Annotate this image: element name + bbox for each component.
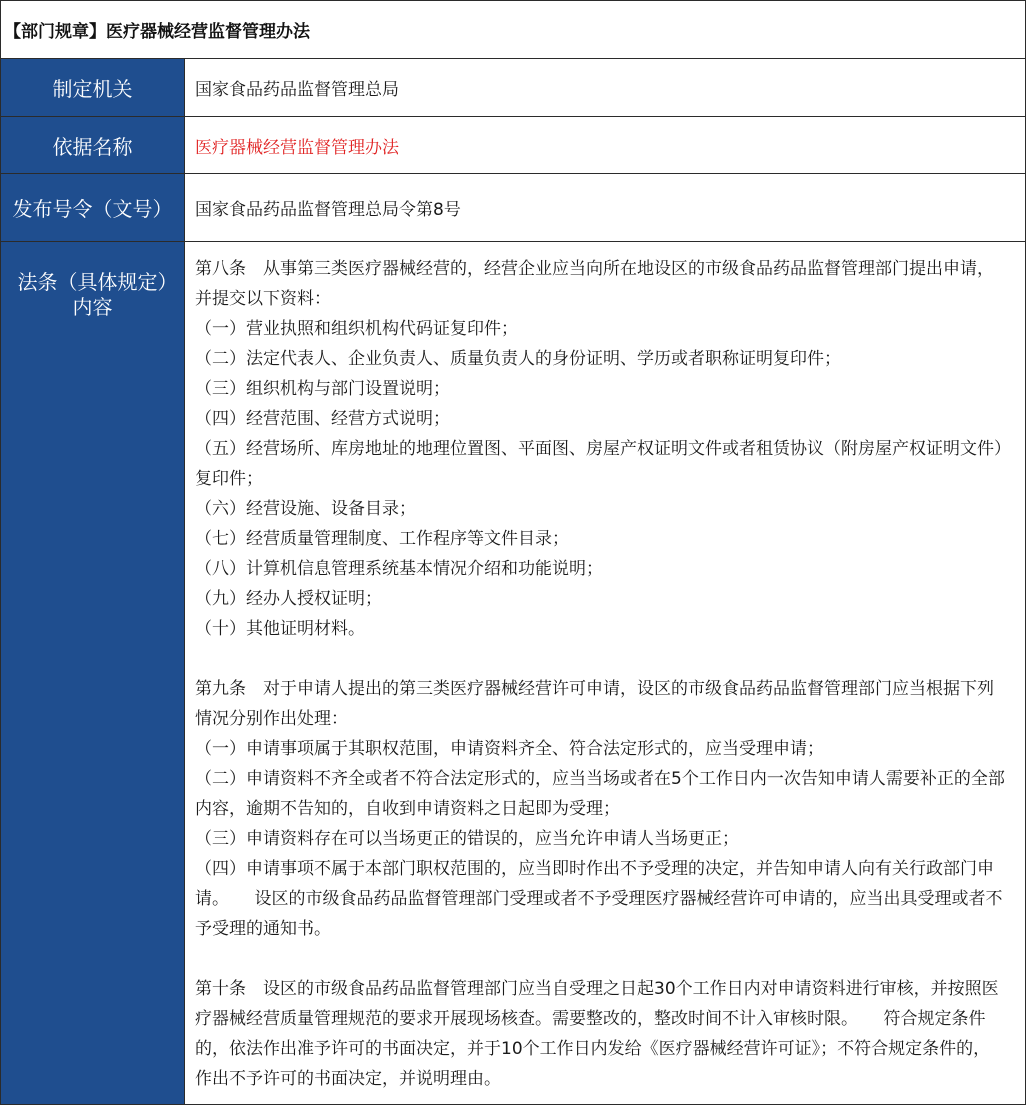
order-value: 国家食品药品监督管理总局令第8号 — [195, 200, 461, 220]
basis-label: 依据名称 — [1, 117, 185, 173]
authority-value: 国家食品药品监督管理总局 — [195, 80, 399, 100]
row-content — [1, 242, 1025, 1104]
content-body — [186, 242, 1025, 1104]
row-authority — [1, 59, 1025, 117]
article-10: 第十条 设区的市级食品药品监督管理部门应当自受理之日起30个工作日内对申请资料进行审核，并按照医疗器械经营质量管理规范的要求开展现场核查。需要整改的，整改时间不计入审核时限。 符合规定条件的，依法作出准予许可的书面决定，并于10个工作日内发给《医疗器械经营许可证》；不符合规定条件的，作出不予许可的书面决定，并说明理由。 — [195, 979, 999, 1089]
order-label: 发布号令（文号） — [1, 174, 185, 241]
row-basis — [1, 117, 1025, 174]
article-8: 第八条 从事第三类医疗器械经营的，经营企业应当向所在地设区的市级食品药品监督管理部门提出申请，并提交以下资料： （一）营业执照和组织机构代码证复印件； （二）法定代表人、企业负责人、质量负责人的身份证明、学历或者职称证明复印件； （三）组织机构与部门设置说明； （四）经营范围、经营方式说明； （五）经营场所、库房地址的地理位置图、平面图、房屋产权证明文件或者租赁协议（附房屋产权证明文件）复印件； （六）经营设施、设备目录； （七）经营质量管理制度、工作程序等文件目录； （八）计算机信息管理系统基本情况介绍和功能说明； （九）经办人授权证明； （十）其他证明材料。 — [195, 259, 1003, 639]
content-label: 法条（具体规定）内容 — [1, 242, 185, 1104]
row-order — [1, 174, 1025, 242]
authority-label: 制定机关 — [1, 59, 185, 116]
article-9: 第九条 对于申请人提出的第三类医疗器械经营许可申请，设区的市级食品药品监督管理部门应当根据下列情况分别作出处理： （一）申请事项属于其职权范围，申请资料齐全、符合法定形式的，应当受理申请； （二）申请资料不齐全或者不符合法定形式的，应当当场或者在5个工作日内一次告知申请人需要补正的全部内容，逾期不告知的，自收到申请资料之日起即为受理； （三）申请资料存在可以当场更正的错误的，应当允许申请人当场更正； （四）申请事项不属于本部门职权范围的，应当即时作出不予受理的决定，并告知申请人向有关行政部门申请。 设区的市级食品药品监督管理部门受理或者不予受理医疗器械经营许可申请的，应当出具受理或者不予受理的通知书。 — [195, 679, 1005, 939]
basis-link[interactable]: 医疗器械经营监督管理办法 — [195, 137, 399, 158]
document-title: 【部门规章】医疗器械经营监督管理办法 — [1, 1, 1025, 59]
